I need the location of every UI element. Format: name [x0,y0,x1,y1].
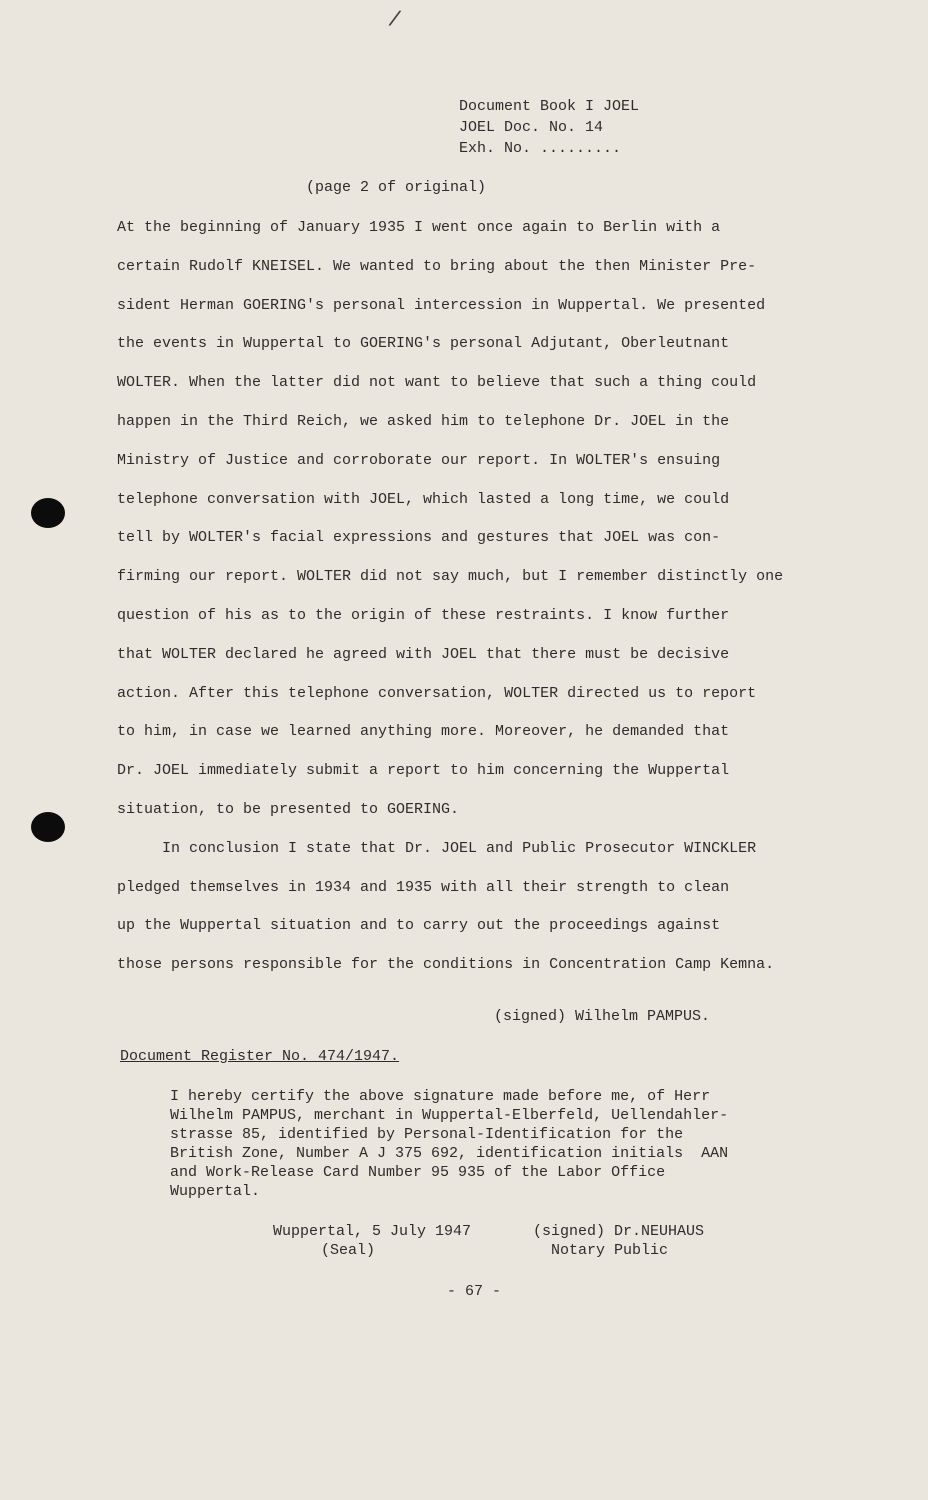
notary-signature: (signed) Dr.NEUHAUS [533,1223,705,1240]
body-line: In conclusion I state that Dr. JOEL and Public Prosecutor WINCKLER [117,839,757,857]
body-line: sident Herman GOERING's personal intercession in Wuppertal. We presented [117,296,766,314]
notary-block [533,1222,704,1260]
page-number: - 67 - [447,1283,502,1300]
body-text [117,217,847,993]
body-line: question of his as to the origin of these restraints. I know further [117,606,730,624]
document-header [459,96,639,159]
body-line: telephone conversation with JOEL, which lasted a long time, we could [117,490,730,508]
body-line: up the Wuppertal situation and to carry out the proceedings against [117,917,721,935]
body-line: pledged themselves in 1934 and 1935 with all their strength to clean [117,878,730,896]
place-date: Wuppertal, 5 July 1947 [273,1223,472,1240]
cert-line: Wuppertal. [170,1183,261,1200]
header-line-2: JOEL Doc. No. 14 [459,119,604,136]
body-line: that WOLTER declared he agreed with JOEL that there must be decisive [117,645,730,663]
place-date-block [273,1222,471,1260]
cert-line: British Zone, Number A J 375 692, identification initials AAN [170,1145,729,1162]
body-line: Ministry of Justice and corroborate our report. In WOLTER's ensuing [117,451,721,469]
body-line: certain Rudolf KNEISEL. We wanted to bring about the then Minister Pre- [117,257,757,275]
body-line: WOLTER. When the latter did not want to believe that such a thing could [117,374,757,392]
body-line: At the beginning of January 1935 I went once again to Berlin with a [117,219,721,236]
document-register: Document Register No. 474/1947. [120,1048,400,1065]
header-line-3: Exh. No. ......... [459,140,622,157]
body-line: situation, to be presented to GOERING. [117,800,460,818]
cert-line: I hereby certify the above signature made before me, of Herr [170,1088,711,1105]
body-line: firming our report. WOLTER did not say much, but I remember distinctly one [117,568,784,586]
page-subtitle: (page 2 of original) [306,179,487,196]
body-line: Dr. JOEL immediately submit a report to him concerning the Wuppertal [117,762,730,780]
header-line-1: Document Book I JOEL [459,98,640,115]
body-line: to him, in case we learned anything more. Moreover, he demanded that [117,723,730,741]
signature-line: (signed) Wilhelm PAMPUS. [494,1008,711,1025]
cert-line: and Work-Release Card Number 95 935 of the Labor Office [170,1164,666,1181]
body-line: happen in the Third Reich, we asked him to telephone Dr. JOEL in the [117,412,730,430]
body-line: action. After this telephone conversation, WOLTER directed us to report [117,684,757,702]
body-line: tell by WOLTER's facial expressions and gestures that JOEL was con- [117,529,721,547]
body-line: the events in Wuppertal to GOERING's personal Adjutant, Oberleutnant [117,335,730,353]
body-line: those persons responsible for the conditions in Concentration Camp Kemna. [117,956,775,974]
cert-line: strasse 85, identified by Personal-Identification for the [170,1126,684,1143]
pencil-mark: / [386,7,403,34]
punch-hole-icon [31,812,65,842]
notary-title: Notary Public [551,1242,669,1259]
punch-hole-icon [31,498,65,528]
cert-line: Wilhelm PAMPUS, merchant in Wuppertal-Elberfeld, Uellendahler- [170,1107,729,1124]
certification-block [170,1087,728,1201]
seal-label: (Seal) [321,1242,376,1259]
